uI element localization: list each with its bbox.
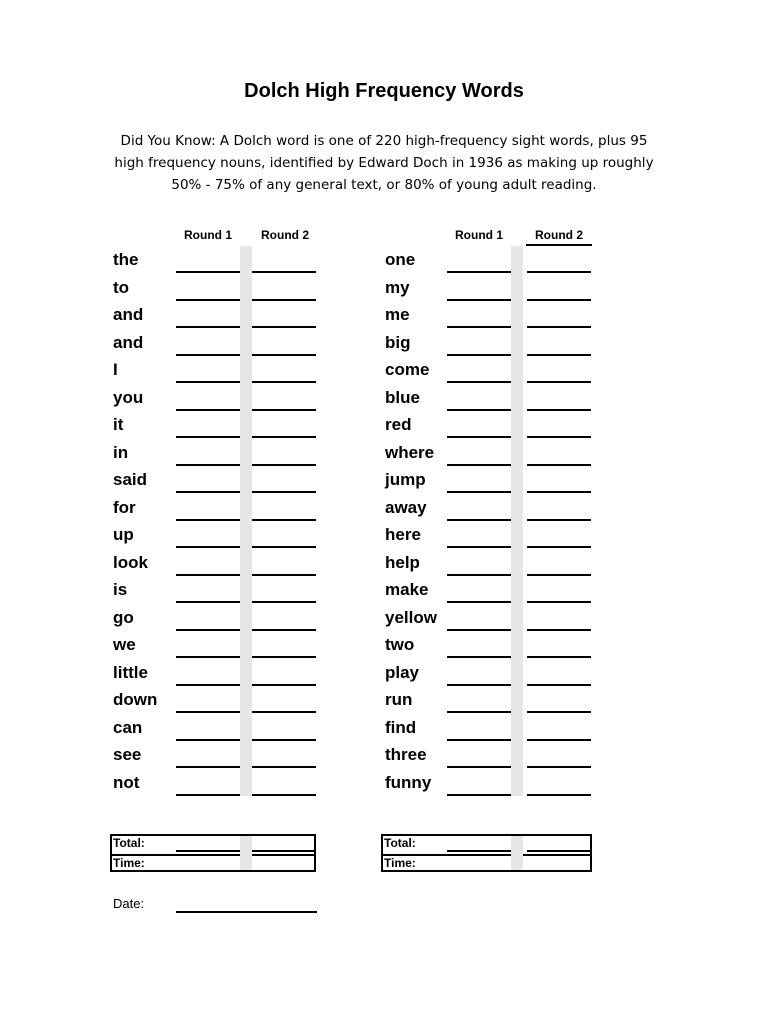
left-word-3: and	[113, 305, 144, 324]
left-round2-answer-line-16[interactable]	[252, 684, 316, 686]
left-totals-separator	[240, 836, 252, 870]
left-round1-answer-line-17[interactable]	[176, 711, 240, 713]
left-round1-answer-line-16[interactable]	[176, 684, 240, 686]
right-word-3: me	[385, 305, 410, 324]
right-round2-answer-line-18[interactable]	[527, 739, 591, 741]
right-column-separator	[511, 246, 523, 796]
right-word-7: red	[385, 415, 412, 434]
left-word-5: I	[113, 360, 118, 379]
right-word-8: where	[385, 442, 435, 462]
right-round2-answer-line-15[interactable]	[527, 656, 591, 658]
right-word-18: find	[385, 717, 417, 737]
right-round2-answer-line-5[interactable]	[527, 381, 591, 383]
right-round1-answer-line-4[interactable]	[447, 354, 511, 356]
left-round2-answer-line-2[interactable]	[252, 299, 316, 301]
right-round1-answer-line-20[interactable]	[447, 794, 511, 796]
left-word-10: for	[113, 497, 136, 517]
right-round1-answer-line-11[interactable]	[447, 546, 511, 548]
right-round2-answer-line-6[interactable]	[527, 409, 591, 411]
left-word-2: to	[113, 277, 130, 297]
left-word-8: in	[113, 442, 129, 462]
right-round2-answer-line-20[interactable]	[527, 794, 591, 796]
left-round2-answer-line-11[interactable]	[252, 546, 316, 548]
left-word-18: can	[113, 717, 143, 737]
right-round2-answer-line-19[interactable]	[527, 766, 591, 768]
left-round1-header: Round 1	[184, 228, 232, 242]
left-word-13: is	[113, 580, 128, 599]
right-round1-answer-line-1[interactable]	[447, 271, 511, 273]
right-round1-answer-line-8[interactable]	[447, 464, 511, 466]
right-round1-answer-line-19[interactable]	[447, 766, 511, 768]
right-round1-answer-line-10[interactable]	[447, 519, 511, 521]
left-round1-answer-line-1[interactable]	[176, 271, 240, 273]
left-round2-answer-line-10[interactable]	[252, 519, 316, 521]
left-round2-answer-line-13[interactable]	[252, 601, 316, 603]
right-round2-answer-line-4[interactable]	[527, 354, 591, 356]
left-round1-answer-line-18[interactable]	[176, 739, 240, 741]
right-round1-answer-line-7[interactable]	[447, 436, 511, 438]
left-round2-answer-line-9[interactable]	[252, 491, 316, 493]
left-round2-answer-line-8[interactable]	[252, 464, 316, 466]
right-round2-answer-line-8[interactable]	[527, 464, 591, 466]
right-word-15: two	[385, 635, 415, 654]
left-round1-answer-line-10[interactable]	[176, 519, 240, 521]
right-total-round1-line	[447, 850, 511, 852]
right-word-1: one	[385, 250, 416, 269]
right-word-12: help	[385, 552, 420, 572]
left-round2-answer-line-20[interactable]	[252, 794, 316, 796]
left-round1-answer-line-2[interactable]	[176, 299, 240, 301]
right-totals-separator	[511, 836, 523, 870]
left-round2-answer-line-19[interactable]	[252, 766, 316, 768]
left-round1-answer-line-5[interactable]	[176, 381, 240, 383]
right-round1-answer-line-17[interactable]	[447, 711, 511, 713]
left-word-15: we	[113, 635, 136, 654]
left-round1-answer-line-4[interactable]	[176, 354, 240, 356]
right-round1-header: Round 1	[455, 228, 503, 242]
left-round1-answer-line-15[interactable]	[176, 656, 240, 658]
right-round2-header: Round 2	[535, 228, 583, 242]
left-round2-answer-line-7[interactable]	[252, 436, 316, 438]
right-round2-answer-line-11[interactable]	[527, 546, 591, 548]
left-total-round1-line	[176, 850, 240, 852]
left-round1-answer-line-19[interactable]	[176, 766, 240, 768]
left-round1-answer-line-6[interactable]	[176, 409, 240, 411]
left-round2-answer-line-5[interactable]	[252, 381, 316, 383]
right-round1-answer-line-6[interactable]	[447, 409, 511, 411]
left-round2-answer-line-15[interactable]	[252, 656, 316, 658]
left-round1-answer-line-20[interactable]	[176, 794, 240, 796]
date-input-line[interactable]	[176, 911, 317, 913]
right-round1-answer-line-5[interactable]	[447, 381, 511, 383]
left-round2-header: Round 2	[261, 228, 309, 242]
left-word-16: little	[113, 662, 148, 682]
right-round1-answer-line-12[interactable]	[447, 574, 511, 576]
right-round2-header-underline	[526, 244, 592, 246]
left-word-14: go	[113, 607, 134, 627]
right-total-round2-line	[527, 850, 590, 852]
left-word-17: down	[113, 690, 158, 709]
right-word-2: my	[385, 277, 410, 297]
left-round2-answer-line-14[interactable]	[252, 629, 316, 631]
right-word-6: blue	[385, 387, 420, 407]
right-word-5: come	[385, 360, 430, 379]
right-round1-answer-line-16[interactable]	[447, 684, 511, 686]
right-round2-answer-line-17[interactable]	[527, 711, 591, 713]
left-round1-answer-line-3[interactable]	[176, 326, 240, 328]
right-round1-answer-line-9[interactable]	[447, 491, 511, 493]
right-word-17: run	[385, 690, 413, 709]
right-round1-answer-line-18[interactable]	[447, 739, 511, 741]
left-word-20: not	[113, 772, 140, 792]
right-round1-answer-line-3[interactable]	[447, 326, 511, 328]
left-column-separator	[240, 246, 252, 796]
right-total-label: Total:	[384, 836, 416, 850]
right-word-10: away	[385, 497, 427, 517]
left-round2-answer-line-6[interactable]	[252, 409, 316, 411]
date-label: Date:	[113, 896, 145, 911]
left-word-1: the	[113, 250, 139, 269]
right-word-11: here	[385, 525, 421, 544]
left-word-6: you	[113, 387, 144, 407]
right-word-19: three	[385, 745, 427, 764]
right-round2-answer-line-1[interactable]	[527, 271, 591, 273]
right-round2-answer-line-12[interactable]	[527, 574, 591, 576]
left-time-label: Time:	[113, 856, 145, 870]
right-round2-answer-line-3[interactable]	[527, 326, 591, 328]
left-word-11: up	[113, 525, 134, 544]
right-round2-answer-line-10[interactable]	[527, 519, 591, 521]
right-round1-answer-line-14[interactable]	[447, 629, 511, 631]
right-word-16: play	[385, 662, 420, 682]
left-word-7: it	[113, 415, 124, 434]
left-round1-answer-line-14[interactable]	[176, 629, 240, 631]
right-word-20: funny	[385, 772, 432, 792]
left-round2-answer-line-1[interactable]	[252, 271, 316, 273]
left-round1-answer-line-8[interactable]	[176, 464, 240, 466]
left-round2-answer-line-12[interactable]	[252, 574, 316, 576]
left-round2-answer-line-17[interactable]	[252, 711, 316, 713]
left-round2-answer-line-4[interactable]	[252, 354, 316, 356]
left-total-round2-line	[252, 850, 316, 852]
right-word-4: big	[385, 332, 411, 352]
right-round2-answer-line-16[interactable]	[527, 684, 591, 686]
left-word-19: see	[113, 745, 142, 764]
right-round1-answer-line-2[interactable]	[447, 299, 511, 301]
right-round1-answer-line-13[interactable]	[447, 601, 511, 603]
left-word-9: said	[113, 470, 148, 489]
left-round2-answer-line-18[interactable]	[252, 739, 316, 741]
left-total-label: Total:	[113, 836, 145, 850]
intro-paragraph: Did You Know: A Dolch word is one of 220 high-frequency sight words, plus 95 high frequency nouns, identified by Edward Doch in 1936 as making up roughly 50% - 75% of any general text, or 80% of young adult reading.	[114, 133, 654, 193]
right-time-label: Time:	[384, 856, 416, 870]
right-round2-answer-line-13[interactable]	[527, 601, 591, 603]
right-word-14: yellow	[385, 607, 437, 627]
left-round1-answer-line-11[interactable]	[176, 546, 240, 548]
left-round1-answer-line-7[interactable]	[176, 436, 240, 438]
left-round1-answer-line-13[interactable]	[176, 601, 240, 603]
page-title: Dolch High Frequency Words	[244, 80, 524, 102]
left-word-12: look	[113, 552, 148, 572]
right-round2-answer-line-7[interactable]	[527, 436, 591, 438]
right-round2-answer-line-14[interactable]	[527, 629, 591, 631]
left-round1-answer-line-9[interactable]	[176, 491, 240, 493]
right-round2-answer-line-2[interactable]	[527, 299, 591, 301]
right-word-9: jump	[385, 470, 426, 489]
right-round2-answer-line-9[interactable]	[527, 491, 591, 493]
left-word-4: and	[113, 332, 144, 352]
right-round1-answer-line-15[interactable]	[447, 656, 511, 658]
right-word-13: make	[385, 580, 429, 599]
left-round1-answer-line-12[interactable]	[176, 574, 240, 576]
left-round2-answer-line-3[interactable]	[252, 326, 316, 328]
